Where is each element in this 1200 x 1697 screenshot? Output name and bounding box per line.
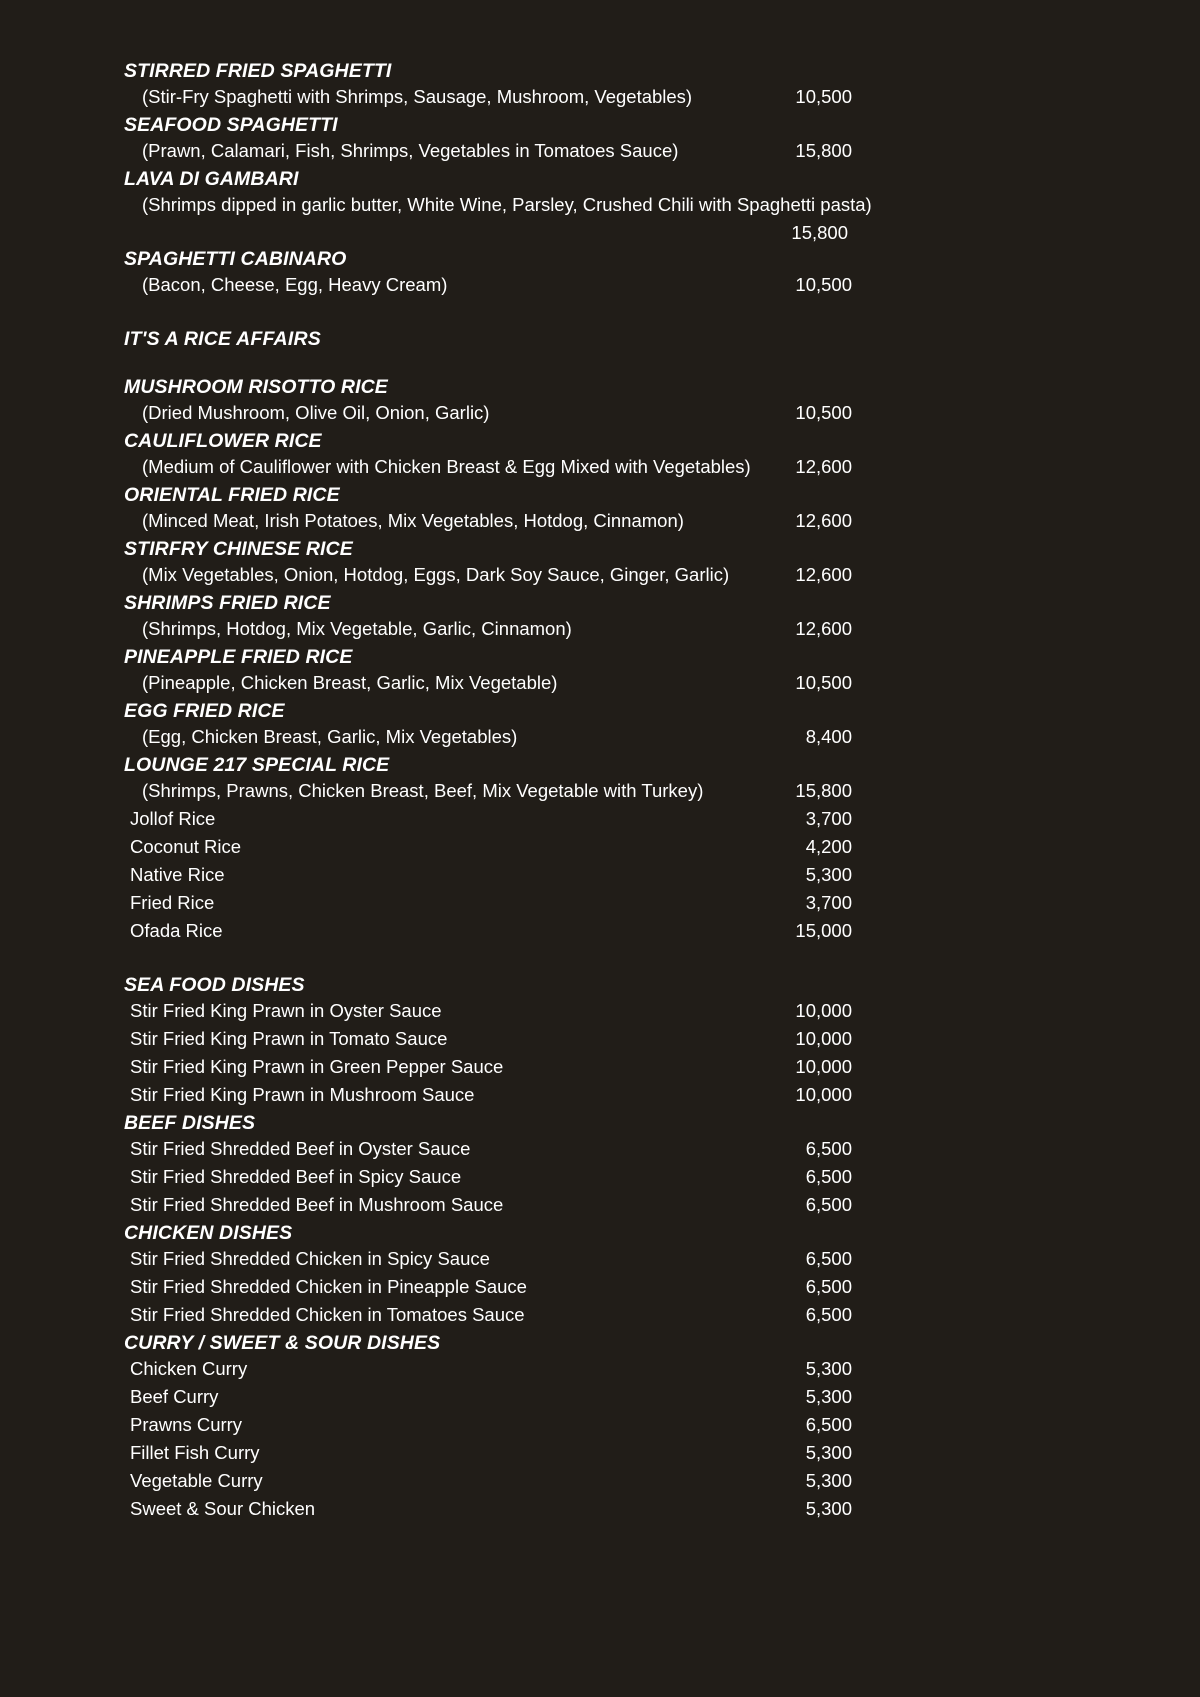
item-description-row — [120, 84, 960, 112]
menu-row — [120, 1302, 960, 1330]
menu-row — [120, 1082, 960, 1110]
item-label: Vegetable Curry — [130, 1470, 263, 1491]
item-description-row — [120, 724, 960, 752]
menu-row — [120, 890, 960, 918]
item-description: (Medium of Cauliflower with Chicken Breast & Egg Mixed with Vegetables) — [142, 456, 751, 477]
item-description-row — [120, 616, 960, 644]
item-description-row — [120, 272, 960, 300]
menu-item — [120, 752, 960, 806]
item-name: SEAFOOD SPAGHETTI — [124, 114, 338, 136]
item-name: SPAGHETTI CABINARO — [124, 248, 347, 270]
pasta-items-group — [120, 58, 960, 300]
menu-row — [120, 1136, 960, 1164]
item-name: EGG FRIED RICE — [124, 700, 285, 722]
item-name: MUSHROOM RISOTTO RICE — [124, 376, 388, 398]
menu-item — [120, 590, 960, 644]
item-price: 10,000 — [795, 1028, 852, 1049]
item-description: (Pineapple, Chicken Breast, Garlic, Mix Vegetable) — [142, 672, 558, 693]
item-price: 5,300 — [805, 1498, 852, 1519]
item-price: 3,700 — [805, 808, 852, 829]
item-price: 10,500 — [795, 274, 852, 295]
item-price: 6,500 — [805, 1138, 852, 1159]
item-label: Stir Fried Shredded Beef in Oyster Sauce — [130, 1138, 471, 1159]
item-price: 15,800 — [795, 780, 852, 801]
item-price: 12,600 — [795, 618, 852, 639]
item-price: 5,300 — [805, 1386, 852, 1407]
dish-group — [120, 972, 960, 1110]
item-price: 4,200 — [805, 836, 852, 857]
item-name: STIRRED FRIED SPAGHETTI — [124, 60, 392, 82]
item-name: LAVA DI GAMBARI — [124, 168, 299, 190]
item-description: (Bacon, Cheese, Egg, Heavy Cream) — [142, 274, 448, 295]
item-description-row — [120, 138, 960, 166]
item-price: 3,700 — [805, 892, 852, 913]
menu-item — [120, 536, 960, 590]
menu-item — [120, 58, 960, 112]
group-title-curry: CURRY / SWEET & SOUR DISHES — [124, 1332, 441, 1354]
menu-item — [120, 482, 960, 536]
item-price: 6,500 — [805, 1166, 852, 1187]
item-price: 10,500 — [795, 402, 852, 423]
item-name: ORIENTAL FRIED RICE — [124, 484, 340, 506]
menu-item — [120, 166, 960, 246]
menu-row — [120, 1026, 960, 1054]
menu-item — [120, 698, 960, 752]
menu-row — [120, 1356, 960, 1384]
item-label: Jollof Rice — [130, 808, 216, 829]
item-price: 10,000 — [795, 1084, 852, 1105]
item-description: (Prawn, Calamari, Fish, Shrimps, Vegetables in Tomatoes Sauce) — [142, 140, 679, 161]
menu-row — [120, 834, 960, 862]
menu-row — [120, 1384, 960, 1412]
item-price: 6,500 — [805, 1248, 852, 1269]
item-price: 12,600 — [795, 456, 852, 477]
item-description: (Shrimps, Hotdog, Mix Vegetable, Garlic, Cinnamon) — [142, 618, 572, 639]
item-price: 8,400 — [805, 726, 852, 747]
item-price: 15,800 — [795, 140, 852, 161]
item-price: 12,600 — [795, 564, 852, 585]
menu-row — [120, 1274, 960, 1302]
menu-row — [120, 998, 960, 1026]
menu-row — [120, 1192, 960, 1220]
rice-items-group — [120, 374, 960, 946]
item-label: Stir Fried Shredded Beef in Mushroom Sauce — [130, 1194, 504, 1215]
spacer — [120, 300, 960, 326]
item-price: 15,000 — [795, 920, 852, 941]
item-label: Coconut Rice — [130, 836, 242, 857]
item-price-row — [120, 220, 960, 246]
item-label: Chicken Curry — [130, 1358, 248, 1379]
item-label: Sweet & Sour Chicken — [130, 1498, 316, 1519]
group-title-beef: BEEF DISHES — [124, 1112, 256, 1134]
item-price: 5,300 — [805, 1442, 852, 1463]
item-price: 6,500 — [805, 1304, 852, 1325]
menu-item — [120, 112, 960, 166]
item-price: 15,800 — [791, 222, 848, 243]
item-description-row — [120, 562, 960, 590]
item-price: 10,500 — [795, 672, 852, 693]
item-description: (Shrimps, Prawns, Chicken Breast, Beef, Mix Vegetable with Turkey) — [142, 780, 704, 801]
menu-content — [120, 58, 960, 1524]
item-label: Stir Fried Shredded Chicken in Spicy Sauce — [130, 1248, 490, 1269]
item-name: LOUNGE 217 SPECIAL RICE — [124, 754, 390, 776]
item-price: 5,300 — [805, 1358, 852, 1379]
item-description: (Dried Mushroom, Olive Oil, Onion, Garlic) — [142, 402, 490, 423]
menu-item — [120, 246, 960, 300]
item-label: Fillet Fish Curry — [130, 1442, 260, 1463]
item-label: Prawns Curry — [130, 1414, 243, 1435]
item-description: (Mix Vegetables, Onion, Hotdog, Eggs, Dark Soy Sauce, Ginger, Garlic) — [142, 564, 730, 585]
item-description: (Minced Meat, Irish Potatoes, Mix Vegetables, Hotdog, Cinnamon) — [142, 510, 684, 531]
item-price: 12,600 — [795, 510, 852, 531]
item-description: (Egg, Chicken Breast, Garlic, Mix Vegetables) — [142, 726, 518, 747]
item-price: 10,500 — [795, 86, 852, 107]
item-label: Fried Rice — [130, 892, 215, 913]
item-description-row — [120, 192, 960, 220]
item-label: Stir Fried Shredded Beef in Spicy Sauce — [130, 1166, 462, 1187]
menu-row — [120, 1412, 960, 1440]
menu-row — [120, 862, 960, 890]
item-description: (Shrimps dipped in garlic butter, White Wine, Parsley, Crushed Chili with Spaghetti pasta) — [142, 194, 872, 215]
item-label: Stir Fried King Prawn in Green Pepper Sauce — [130, 1056, 504, 1077]
item-label: Stir Fried Shredded Chicken in Pineapple Sauce — [130, 1276, 527, 1297]
menu-item — [120, 644, 960, 698]
item-price: 6,500 — [805, 1414, 852, 1435]
item-name: CAULIFLOWER RICE — [124, 430, 322, 452]
dish-groups — [120, 972, 960, 1524]
dish-group — [120, 1220, 960, 1330]
item-name: STIRFRY CHINESE RICE — [124, 538, 353, 560]
item-price: 5,300 — [805, 1470, 852, 1491]
menu-row — [120, 918, 960, 946]
menu-row — [120, 1054, 960, 1082]
dish-group — [120, 1330, 960, 1524]
item-label: Stir Fried King Prawn in Tomato Sauce — [130, 1028, 448, 1049]
item-description-row — [120, 400, 960, 428]
item-label: Stir Fried King Prawn in Oyster Sauce — [130, 1000, 442, 1021]
menu-item — [120, 374, 960, 428]
menu-row — [120, 1164, 960, 1192]
item-description: (Stir-Fry Spaghetti with Shrimps, Sausage, Mushroom, Vegetables) — [142, 86, 693, 107]
item-description-row — [120, 454, 960, 482]
menu-row — [120, 1246, 960, 1274]
item-label: Native Rice — [130, 864, 225, 885]
item-price: 6,500 — [805, 1276, 852, 1297]
item-label: Ofada Rice — [130, 920, 223, 941]
item-name: PINEAPPLE FRIED RICE — [124, 646, 353, 668]
spacer — [120, 352, 960, 374]
menu-row — [120, 1496, 960, 1524]
group-title-seafood: SEA FOOD DISHES — [124, 974, 305, 996]
menu-row — [120, 1468, 960, 1496]
group-title-chicken: CHICKEN DISHES — [124, 1222, 293, 1244]
item-label: Beef Curry — [130, 1386, 219, 1407]
item-label: Stir Fried Shredded Chicken in Tomatoes Sauce — [130, 1304, 525, 1325]
item-description-row — [120, 778, 960, 806]
menu-row — [120, 1440, 960, 1468]
item-price: 10,000 — [795, 1056, 852, 1077]
item-description-row — [120, 670, 960, 698]
dish-group — [120, 1110, 960, 1220]
item-price: 10,000 — [795, 1000, 852, 1021]
section-title-rice: IT'S A RICE AFFAIRS — [124, 328, 321, 350]
item-price: 6,500 — [805, 1194, 852, 1215]
item-name: SHRIMPS FRIED RICE — [124, 592, 331, 614]
spacer — [120, 946, 960, 972]
menu-item — [120, 428, 960, 482]
item-label: Stir Fried King Prawn in Mushroom Sauce — [130, 1084, 475, 1105]
item-description-row — [120, 508, 960, 536]
menu-row — [120, 806, 960, 834]
item-price: 5,300 — [805, 864, 852, 885]
